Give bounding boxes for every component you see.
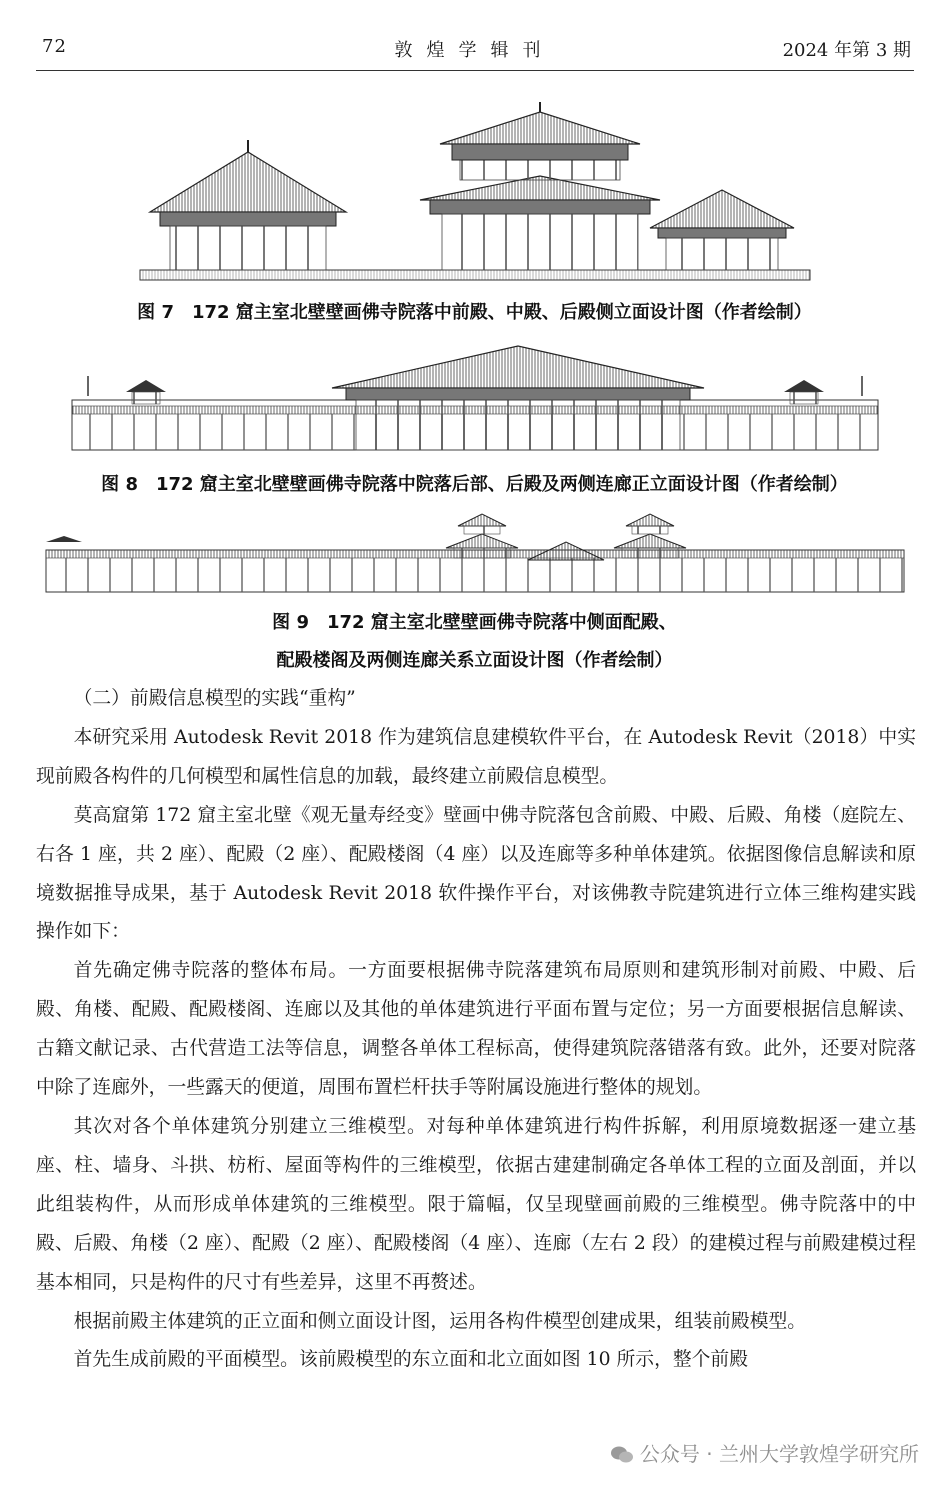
paragraph-1: 本研究采用 Autodesk Revit 2018 作为建筑信息建模软件平台，在 Autodesk Revit（2018）中实现前殿各构件的几何模型和属性信息的加载，最终建立前殿信息模型。 bbox=[36, 726, 916, 787]
header-rule bbox=[36, 70, 914, 71]
watermark-text: 公众号 · 兰州大学敦煌学研究所 bbox=[639, 1442, 919, 1466]
page-number: 72 bbox=[42, 36, 67, 57]
figure-7-caption bbox=[0, 298, 949, 324]
figure-8-elevation-drawing bbox=[66, 340, 884, 452]
figure-8-caption-text: 172 窟主室北壁壁画佛寺院落中院落后部、后殿及两侧连廊正立面设计图（作者绘制） bbox=[155, 474, 848, 495]
figure-7-label: 图 7 bbox=[137, 302, 174, 323]
figure-7-elevation-drawing bbox=[130, 100, 820, 290]
figure-9-elevation-drawing bbox=[42, 508, 908, 594]
figure-7-caption-text: 172 窟主室北壁壁画佛寺院落中前殿、中殿、后殿侧立面设计图（作者绘制） bbox=[191, 302, 812, 323]
paragraph-5: 根据前殿主体建筑的正立面和侧立面设计图，运用各构件模型创建成果，组装前殿模型。 bbox=[73, 1310, 807, 1332]
paragraph-6: 首先生成前殿的平面模型。该前殿模型的东立面和北立面如图 10 所示，整个前殿 bbox=[73, 1349, 748, 1371]
journal-title: 敦煌学辑刊 bbox=[394, 40, 555, 61]
section-heading: （二）前殿信息模型的实践“重构” bbox=[73, 688, 356, 709]
issue-label: 2024 年第 3 期 bbox=[782, 40, 911, 61]
wechat-icon bbox=[610, 1445, 634, 1470]
figure-8-caption bbox=[0, 470, 949, 496]
figure-9-caption-text-1: 172 窟主室北壁壁画佛寺院落中侧面配殿、 bbox=[326, 612, 677, 633]
figure-8-label: 图 8 bbox=[101, 474, 138, 495]
running-header bbox=[0, 36, 949, 64]
figure-9-caption-text-2: 配殿楼阁及两侧连廊关系立面设计图（作者绘制） bbox=[276, 650, 673, 671]
paragraph-3: 首先确定佛寺院落的整体布局。一方面要根据佛寺院落建筑布局原则和建筑形制对前殿、中殿、后殿、角楼、配殿、配殿楼阁、连廊以及其他的单体建筑进行平面布置与定位；另一方面要根据信息解读、古籍文献记录、古代营造工法等信息，调整各单体工程标高，使得建筑院落错落有致。此外，还要对院落中除了连廊外，一些露天的便道，周围布置栏杆扶手等附属设施进行整体的规划。 bbox=[36, 960, 916, 1099]
article-body bbox=[36, 680, 916, 1380]
figure-9-caption-line2 bbox=[0, 646, 949, 672]
figure-9-label: 图 9 bbox=[272, 612, 309, 633]
paragraph-4: 其次对各个单体建筑分别建立三维模型。对每种单体建筑进行构件拆解，利用原境数据逐一建立基座、柱、墙身、斗拱、枋桁、屋面等构件的三维模型，依据古建建制确定各单体工程的立面及剖面，并以此组装构件，从而形成单体建筑的三维模型。限于篇幅，仅呈现壁画前殿的三维模型。佛寺院落中的中殿、后殿、角楼（2 座）、配殿（2 座）、配殿楼阁（4 座）、连廊（左右 2 段）的建模过程与前殿建模过程基本相同，只是构件的尺寸有些差异，这里不再赘述。 bbox=[36, 1115, 916, 1293]
watermark bbox=[610, 1438, 919, 1470]
paragraph-2: 莫高窟第 172 窟主室北壁《观无量寿经变》壁画中佛寺院落包含前殿、中殿、后殿、角楼（庭院左、右各 1 座，共 2 座）、配殿（2 座）、配殿楼阁（4 座）以及连廊等多种单体建筑。依据图像信息解读和原境数据推导成果，基于 Autodesk Revit 2018 软件操作平台，对该佛教寺院建筑进行立体三维构建实践操作如下： bbox=[36, 804, 916, 943]
figure-9-caption-line1 bbox=[0, 608, 949, 634]
